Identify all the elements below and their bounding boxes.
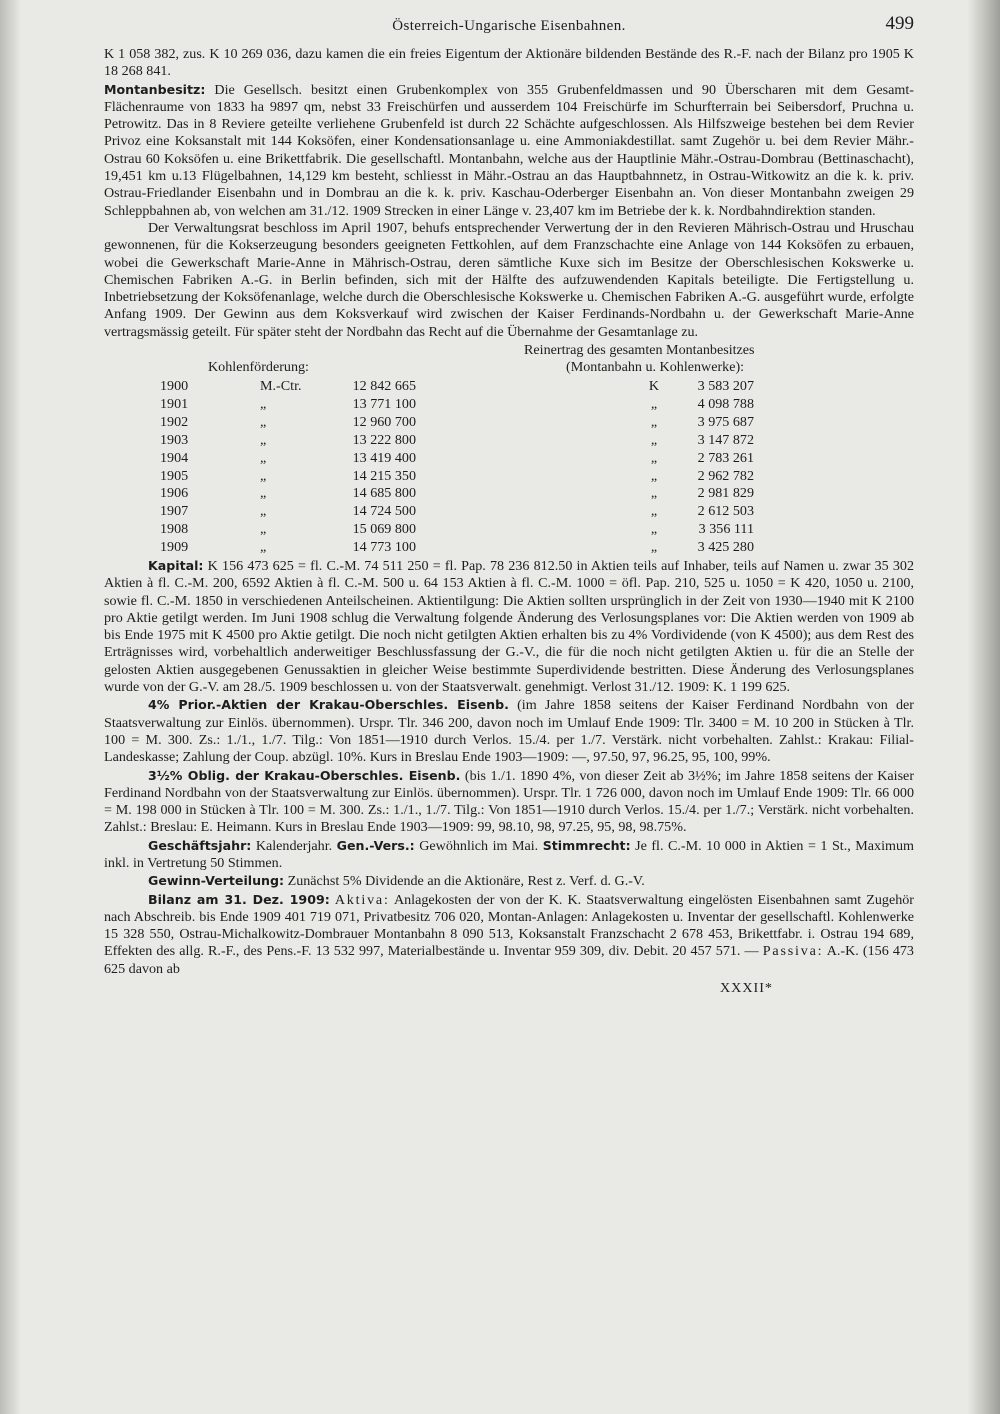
signature-text: XXXII* [720,980,773,997]
revenue-cell: 3 147 872 [697,431,754,448]
currency-cell: „ [650,413,658,430]
coal-cell: 14 215 350 [352,467,416,484]
geschaeftsjahr-label: Geschäftsjahr: [148,837,252,853]
coal-cell: 13 222 800 [352,431,416,448]
aktiva-label: Aktiva: [334,891,390,908]
unit-cell: „ [260,503,267,520]
kapital-text: K 156 473 625 = fl. C.-M. 74 511 250 = fl. Pap. 78 236 812.50 in Aktien teils auf Inhaber, teils auf Namen u. zwar 35 302 Aktien à fl. C.-M. 200, 6592 Aktien à fl. C.-M. 500 u. 64 153 Aktien à fl. C.-M. 1000 = öfl. Pap. 210, 525 u. 1050 = K 420, 1050 u. 2100, sowie fl. C.-M. 1850 in verschiedenen Anteilscheinen. Aktientilgung: Die Aktien sollten ursprünglich in der Zeit von 1930—1940 mit K 2100 pro Aktie getilgt werden. Im Juni 1908 schlug die Verwaltung folgende Änderung des Verlosungsplanes vor: Die Aktien werden von 1909 ab bis Ende 1975 mit K 4500 pro Aktie getilgt. Die noch nicht getilgten Aktien erhalten bis zu 4% Vordividende (von K 4500); aus dem Rest des Erträgnisses wird, vorbehaltlich anderweitiger Beschlussfassung der G.-V., die für die noch nicht getilgten Aktien u. für die an Stelle der gelosten Aktien ausgegebenen Genussaktien in gleicher Weise bestimmte Superdividende bestritten. Diese Änderung des Verlosungsplanes wurde von der G.-V. am 28./5. 1909 beschlossen u. von der Staatsverwalt. genehmigt. Verlost 31./12. 1909: K. 1 199 625. [104,557,914,696]
coal-cell: 14 724 500 [352,503,416,520]
gv-label: Gen.-Vers.: [336,837,415,853]
bilanz-paragraph [104,891,914,978]
year-cell: 1903 [160,431,189,448]
passiva-text: A.-K. (156 473 625 davon ab [104,943,914,977]
oblig-paragraph [104,767,914,837]
document-page [104,12,914,998]
table-row [104,521,914,539]
oblig-label: 3½% Oblig. der Krakau-Oberschles. Eisenb. [148,767,461,783]
coal-cell: 14 685 800 [352,485,416,502]
intro-paragraph: K 1 058 382, zus. K 10 269 036, dazu kamen die ein freies Eigentum der Aktionäre bildenden Bestände des R.-F. nach der Bilanz pro 1905 K 18 268 841. [104,46,914,80]
unit-cell: „ [260,431,267,448]
gewinn-label: Gewinn-Verteilung: [148,873,285,889]
revenue-cell: 2 612 503 [697,503,754,520]
year-cell: 1902 [160,413,189,430]
gewinn-text: Zunächst 5% Dividende an die Aktionäre, Rest z. Verf. d. G.-V. [287,873,645,890]
currency-cell: „ [650,521,658,538]
revenue-cell: 2 783 261 [697,449,754,466]
unit-cell: „ [260,485,267,502]
year-cell: 1904 [160,449,189,466]
revenue-heading-line2: (Montanbahn u. Kohlenwerke): [566,359,745,376]
production-table [104,342,914,557]
unit-cell: „ [260,413,267,430]
currency-cell: „ [650,539,658,556]
bilanz-text: Anlagekosten der von der K. K. Staatsverwaltung eingelösten Eisenbahnen samt Zugehör nach Abschreib. bis Ende 1909 401 719 071, Privatbesitz 706 020, Montan-Anlagen: Anlagekosten u. Inventar der gesellschaftl. Kohlenwerke 15 328 550, Ostrau-Michalkowitz-Dombrauer Montanbahn 8 090 513, Koksanstalt Franzschacht 2 678 453, Brikettfabr. i. Ostrau 194 689, Effekten des allg. R.-F., des Pens.-F. 13 532 997, Materialbestände u. Inventar 959 309, div. Debit. 20 457 571. — [104,891,914,960]
year-cell: 1907 [160,503,189,520]
year-cell: 1908 [160,521,189,538]
geschaeftsjahr-paragraph [104,837,914,873]
revenue-cell: 2 981 829 [697,485,754,502]
unit-cell: M.-Ctr. [260,378,302,395]
table-row [104,503,914,521]
coal-cell: 15 069 800 [352,521,416,538]
passiva-label: Passiva: [762,943,824,960]
coal-cell: 12 960 700 [352,413,416,430]
page-number: 499 [885,13,914,34]
prior-text: (im Jahre 1858 seitens der Kaiser Ferdinand Nordbahn von der Staatsverwaltung zur Einlös. übernommen). Urspr. Tlr. 346 200, davon noch im Umlauf Ende 1909: Tlr. 3400 = M. 10 200 in Stücken à Tlr. 100 = M. 300. Zs.: 1./1., 1./7. Tilg.: Von 1851—1910 durch Verlos. 15./4. per 1./7. Verstärk. nicht vorbehalten. Zahlst.: Krakau: Filial-Landeskasse; Zahlung der Coup. abzügl. 10%. Kurs in Breslau Ende 1903—1909: —, 97.50, 97, 96.25, 95, 100, 99%. [104,697,914,766]
revenue-cell: 3 583 207 [697,378,754,395]
revenue-cell: 3 356 111 [698,521,754,538]
table-row [104,396,914,414]
unit-cell: „ [260,395,267,412]
verwaltungsrat-paragraph: Der Verwaltungsrat beschloss im April 1907, behufs entsprechender Verwertung der in den Revieren Mährisch-Ostrau und Hruschau gewonnenen, für die Kokserzeugung besonders geeigneten Fettkohlen, auf dem Franzschachte eine Anlage von 144 Koksöfen zu erbauen, wobei die Gewerkschaft Marie-Anne in Mährisch-Ostrau, deren sämtliche Kuxe sich im Besitze der Oberschlesischen Kokswerke u. Chemischen Fabriken A.-G. in Berlin befinden, sich mit der Hälfte des aufzuwendenden Kapitals beteiligte. Die Fertigstellung u. Inbetriebsetzung der Koksöfenanlage, welche durch die Oberschlesische Kokswerke u. Chemischen Fabriken A.-G. ausgeführt wurde, erfolgte Anfang 1909. Der Gewinn aus dem Koksverkauf wird zwischen der Kaiser Ferdinands-Nordbahn u. der Gewerkschaft Marie-Anne vertragsmässig geteilt. Für später steht der Nordbahn das Recht auf die Übernahme der Gesamtanlage zu. [104,219,914,340]
table-row [104,539,914,557]
revenue-heading-line1: Reinertrag des gesamten Montanbesitzes [524,342,755,359]
gv-text: Gewöhnlich im Mai. [419,837,539,854]
currency-cell: „ [650,503,658,520]
coal-cell: 13 419 400 [352,449,416,466]
unit-cell: „ [260,521,267,538]
coal-heading: Kohlenförderung: [208,359,309,376]
year-cell: 1900 [160,378,189,395]
coal-cell: 13 771 100 [352,395,416,412]
geschaeftsjahr-text: Kalenderjahr. [255,837,333,854]
revenue-cell: 3 975 687 [697,413,754,430]
page-right-edge [966,0,1000,1414]
stimmrecht-label: Stimmrecht: [542,837,631,853]
currency-cell: „ [650,467,658,484]
year-cell: 1909 [160,539,189,556]
table-row [104,414,914,432]
unit-cell: „ [260,449,267,466]
prior-label: 4% Prior.-Aktien der Krakau-Oberschles. Eisenb. [148,697,509,713]
kapital-label: Kapital: [148,557,204,573]
currency-cell: K [648,378,660,395]
revenue-cell: 2 962 782 [697,467,754,484]
table-row [104,485,914,503]
currency-cell: „ [650,431,658,448]
currency-cell: „ [650,449,658,466]
montanbesitz-paragraph [104,81,914,220]
running-header [104,12,914,46]
gewinn-paragraph [104,872,914,890]
table-headings [104,342,914,378]
table-row [104,450,914,468]
year-cell: 1905 [160,467,189,484]
kapital-paragraph [104,557,914,696]
unit-cell: „ [260,539,267,556]
signature-mark [104,978,914,998]
table-row [104,378,914,396]
montanbesitz-label: Montanbesitz: [104,81,206,97]
year-cell: 1901 [160,395,189,412]
prior-paragraph [104,696,914,766]
revenue-cell: 4 098 788 [697,395,754,412]
running-title: Österreich-Ungarische Eisenbahnen. [392,18,626,34]
coal-cell: 14 773 100 [352,539,416,556]
unit-cell: „ [260,467,267,484]
revenue-cell: 3 425 280 [697,539,754,556]
table-row [104,468,914,486]
coal-cell: 12 842 665 [352,378,416,395]
table-row [104,432,914,450]
bilanz-label: Bilanz am 31. Dez. 1909: [148,891,330,907]
stimmrecht-text: Je fl. C.-M. 10 000 in Aktien = 1 St., Maximum inkl. in Vertretung 50 Stimmen. [104,837,914,871]
table-rows [104,378,914,557]
currency-cell: „ [650,485,658,502]
page-left-edge [0,0,20,1414]
montanbesitz-text: Die Gesellsch. besitzt einen Grubenkomplex von 355 Grubenfeldmassen und 90 Überscharen mit dem Gesamt-Flächenraume von 1833 ha 9897 qm, nebst 33 Freischürfen und ausserdem 104 Freischürfe im Schurfterrain bei Seibersdorf, Pruchna u. Petrowitz. Das in 8 Reviere geteilte verliehene Grubenfeld ist durch 22 Schächte aufgeschlossen. Als Hilfszweige bestehen bei dem Revier Privoz eine Koksanstalt mit 144 Koksöfen, einer Kondensationsanlage u. eine Ammoniakdestillat. samt Zugehör u. bei dem Revier Mähr.-Ostrau 60 Koksöfen u. eine Brikettfabrik. Die gesellschaftl. Montanbahn, welche aus der Hauptlinie Mähr.-Ostrau-Dombrau (Bettinaschacht), 19,451 km u.13 Flügelbahnen, 14,129 km besteht, schliesst in Mähr.-Ostrau an das Hauptbahnnetz, in Ostrau-Witkowitz an die k. k. priv. Ostrau-Friedlander Eisenbahn und in Dombrau an die k. k. priv. Kaschau-Oderberger Eisenbahn an. Von dieser Montanbahn zweigen 29 Schleppbahnen ab, von welchen am 31./12. 1909 Strecken in einer Länge v. 23,407 km im Betriebe der k. k. Nordbahndirektion standen. [104,81,914,219]
currency-cell: „ [650,395,658,412]
year-cell: 1906 [160,485,189,502]
oblig-text: (bis 1./1. 1890 4%, von dieser Zeit ab 3½%; im Jahre 1858 seitens der Kaiser Ferdinand Nordbahn von der Staatsverwaltung zur Einlös. übernommen). Urspr. Tlr. 1 726 000, davon noch im Umlauf Ende 1909: Tlr. 66 000 = M. 198 000 in Stücken à Tlr. 100 = M. 300. Zs.: 1./1., 1./7. Tilg.: Von 1851—1910 durch Verlos. 15./4. per 1./7.; Verstärk. nicht vorbehalten. Zahlst.: Breslau: E. Heimann. Kurs in Breslau Ende 1903—1909: 99, 98.10, 98, 97.25, 95, 98, 98.75%. [104,767,915,836]
